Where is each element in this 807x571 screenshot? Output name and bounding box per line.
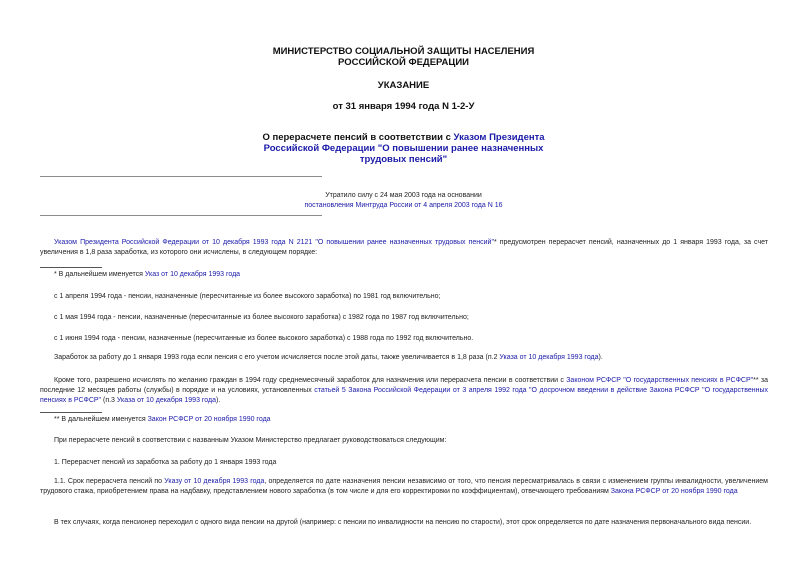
footnote-2-text: ** В дальнейшем именуется: [54, 416, 148, 423]
paragraph-3-decree-link[interactable]: Указа от 10 декабря 1993 года: [116, 397, 217, 404]
ministry-line-2: РОССИЙСКОЙ ФЕДЕРАЦИИ: [337, 57, 469, 68]
paragraph-6-decree-link[interactable]: Указу от 10 декабря 1993 года: [164, 478, 265, 485]
paragraph-2-end: ).: [598, 354, 603, 361]
title-link-line-2[interactable]: Российской Федерации "О повышении ранее назначенных: [263, 143, 544, 154]
ministry-line-1: МИНИСТЕРСТВО СОЦИАЛЬНОЙ ЗАЩИТЫ НАСЕЛЕНИЯ: [272, 46, 535, 57]
divider-bottom: [40, 215, 322, 216]
divider-top: [40, 176, 322, 177]
footnote-2-link[interactable]: Закон РСФСР от 20 ноября 1990 года: [147, 416, 271, 423]
paragraph-3-text: Кроме того, разрешено исчислять по желанию граждан в 1994 году среднемесячный заработок для назначения или перерасчета пенсии в соответствии с: [54, 377, 567, 384]
paragraph-2: [40, 353, 768, 363]
paragraph-6: [40, 477, 768, 497]
title-link-decree[interactable]: Указом Президента: [453, 132, 545, 143]
document-date: от 31 января 1994 года N 1-2-У: [332, 101, 475, 112]
paragraph-3-article-link[interactable]: статьей 5 Закона Российской Федерации от 3 апреля 1992 года "О досрочном введении в действие Закона РСФСР "О государственных пенсиях в РСФСР": [40, 387, 768, 404]
paragraph-6-mid: , определяется по дате назначения пенсии независимо от того, что пенсия пересматривалась в связи с изменением группы инвалидности, увеличением трудового стажа, приобретением права на надбавку, представлением нового заработка (в том числе и для его корректировки по коэффициентам), отвечающего требованиям: [40, 478, 768, 495]
paragraph-4: При перерасчете пенсий в соответствии с названным Указом Министерство предлагает руководствоваться следующим:: [54, 437, 447, 444]
decree-link[interactable]: Указом Президента Российской Федерации от 10 декабря 1993 года N 2121 "О повышении ранее назначенных трудовых пенсий": [54, 239, 494, 246]
paragraph-7: В тех случаях, когда пенсионер переходил с одного вида пенсии на другой (например: с пенсии по инвалидности на пенсию по старости), этот срок определяется по дате назначения первоначального вида пенсии.: [54, 519, 752, 526]
status-link[interactable]: постановления Минтруда России от 4 апреля 2003 года N 16: [304, 202, 503, 209]
document-title: [0, 132, 807, 165]
paragraph-6-text: 1.1. Срок перерасчета пенсий по: [54, 478, 165, 485]
paragraph-3: [40, 376, 768, 406]
footnote-1-link[interactable]: Указ от 10 декабря 1993 года: [144, 271, 241, 278]
footnote-rule-1: [40, 267, 102, 268]
footnote-1: [54, 270, 240, 280]
paragraph-3-law-link[interactable]: Законом РСФСР "О государственных пенсиях в РСФСР": [566, 377, 754, 384]
paragraph-6-law-link[interactable]: Закона РСФСР от 20 ноября 1990 года: [610, 488, 738, 495]
paragraph-1: [40, 238, 768, 258]
paragraph-3-mid: ** за последние 12 месяцев работы (службы) в порядке и на условиях, установленных: [40, 377, 768, 394]
footnote-2: [54, 415, 271, 425]
status-line: Утратило силу с 24 мая 2003 года на основании: [325, 192, 482, 199]
title-link-line-3[interactable]: трудовых пенсий": [359, 154, 448, 165]
title-prefix: О перерасчете пенсий в соответствии с: [262, 132, 454, 143]
footnote-rule-2: [40, 412, 102, 413]
ministry-title: [0, 46, 807, 68]
paragraph-3-end: ).: [216, 397, 221, 404]
list-item-1: с 1 апреля 1994 года - пенсии, назначенные (пересчитанные из более высокого заработка) по 1981 год включительно;: [54, 293, 441, 300]
status-note: [0, 191, 807, 211]
paragraph-2-link[interactable]: Указа от 10 декабря 1993 года: [499, 354, 599, 361]
paragraph-1-text: * предусмотрен перерасчет пенсий, назначенных до 1 января 1993 года, за счет увеличения в 1,8 раза заработка, из которого они исчислены, в следующем порядке:: [40, 239, 768, 256]
section-heading-1: 1. Перерасчет пенсий из заработка за работу до 1 января 1993 года: [54, 459, 277, 466]
footnote-1-text: * В дальнейшем именуется: [54, 271, 145, 278]
paragraph-2-text: Заработок за работу до 1 января 1993 года если пенсия с его учетом исчисляется после этой даты, также увеличивается в 1,8 раза (п.2: [54, 354, 500, 361]
list-item-2: с 1 мая 1994 года - пенсии, назначенные (пересчитанные из более высокого заработка) с 1982 года по 1987 год включительно;: [54, 314, 469, 321]
list-item-3: с 1 июня 1994 года - пенсии, назначенные (пересчитанные из более высокого заработка) с 1988 года по 1992 год включительно.: [54, 335, 474, 342]
paragraph-3-mid-2: (п.3: [101, 397, 117, 404]
document-type: УКАЗАНИЕ: [377, 80, 430, 91]
